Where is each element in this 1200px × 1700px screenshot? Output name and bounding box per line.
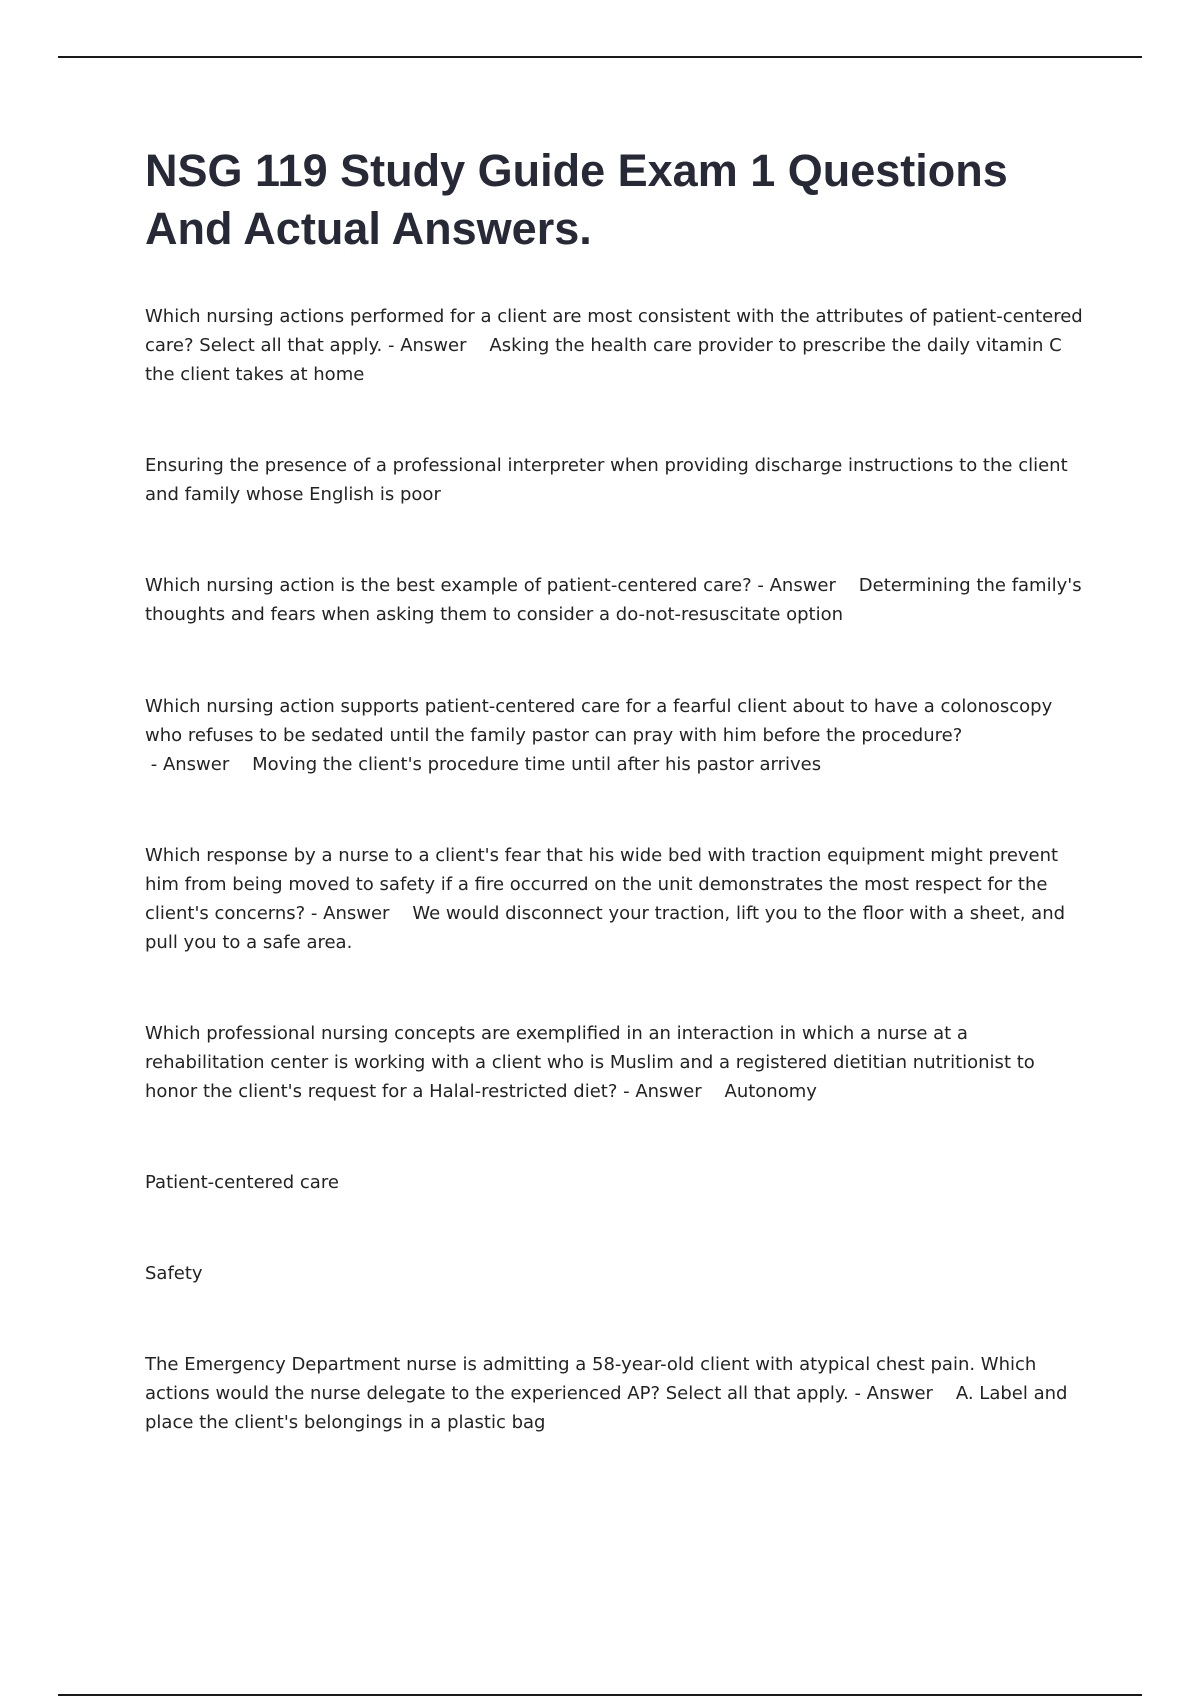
answer-text: Asking the health care provider to prescribe the daily vitamin C the client takes at home [145,335,1062,385]
answer-separator: - Answer [848,1383,956,1404]
question-text: Which response by a nurse to a client's fear that his wide bed with traction equipment might prevent him from being moved to safety if a fire occurred on the unit demonstrates the most respect for the client's concerns? [145,845,1059,924]
qa-block [145,302,1090,389]
question-text: The Emergency Department nurse is admitting a 58-year-old client with atypical chest pain. Which actions would the nurse delegate to the experienced AP? Select all that apply. [145,1354,1037,1404]
answer-text: Moving the client's procedure time until after his pastor arrives [252,754,822,775]
page-title: NSG 119 Study Guide Exam 1 Questions And Actual Answers. [145,145,1008,254]
qa-block [145,1019,1090,1106]
question-text: Which professional nursing concepts are exemplified in an interaction in which a nurse at a rehabilitation center is working with a client who is Muslim and a registered dietitian nutritionist to honor the client's request for a Halal-restricted diet? [145,1023,1035,1102]
qa-block [145,1350,1090,1437]
answer-text: Determining the family's thoughts and fears when asking them to consider a do-not-resuscitate option [145,575,1082,625]
answer-option: Safety [145,1263,203,1284]
answer-separator: - Answer [617,1081,725,1102]
answer-separator: - Answer [382,335,490,356]
question-text: Which nursing action supports patient-centered care for a fearful client about to have a colonoscopy who refuses to be sedated until the family pastor can pray with him before the procedure? [145,696,1053,746]
question-text: Which nursing action is the best example of patient-centered care? [145,575,752,596]
answer-text: Autonomy [724,1081,817,1102]
qa-block [145,841,1090,957]
answer-separator: - Answer [305,903,413,924]
top-rule [58,56,1142,58]
answer-text: A. Label and place the client's belongings in a plastic bag [145,1383,1068,1433]
qa-block [145,571,1090,629]
answer-separator: - Answer [751,575,859,596]
question-text: Which nursing actions performed for a client are most consistent with the attributes of patient-centered care? Select all that apply. [145,306,1083,356]
answer-separator: - Answer [145,754,253,775]
qa-block [145,692,1090,779]
answer-text: We would disconnect your traction, lift you to the floor with a sheet, and pull you to a safe area. [145,903,1066,953]
bottom-rule [58,1694,1142,1696]
answer-option: Ensuring the presence of a professional interpreter when providing discharge instructions to the client and family whose English is poor [145,455,1068,505]
answer-option: Patient-centered care [145,1172,339,1193]
